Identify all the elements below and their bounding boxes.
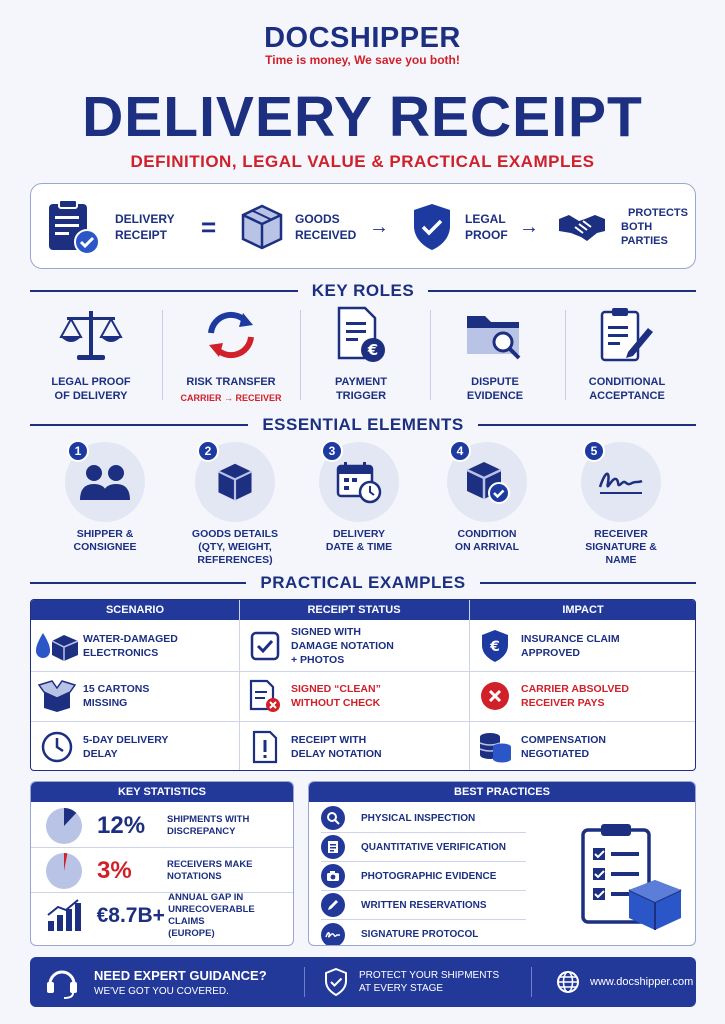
stat-label-line1: ANNUAL GAP IN: [168, 892, 244, 903]
status-line1: SIGNED “CLEAN”: [291, 683, 381, 695]
table-row-impact: [469, 671, 696, 721]
headset-icon: [30, 964, 94, 1000]
equation-protects-line2: BOTH PARTIES: [621, 221, 668, 247]
role-label-line1: DISPUTE: [471, 376, 519, 388]
equation-goods-line2: RECEIVED: [295, 228, 357, 242]
best-practice-item: [321, 862, 526, 891]
role-label-line1: LEGAL PROOF: [51, 376, 131, 388]
element-label-line2: SIGNATURE &: [585, 541, 657, 553]
stat-label-line1: RECEIVERS MAKE: [167, 858, 253, 870]
signature-icon: [596, 467, 646, 497]
role-risk-transfer: [166, 305, 296, 405]
element-number: 3: [321, 440, 343, 462]
footer-banner: [30, 957, 696, 1007]
svg-text:€: €: [367, 341, 379, 359]
element-label-line1: RECEIVER: [594, 528, 648, 540]
invoice-euro-icon: [296, 305, 426, 365]
role-label-line2: TRIGGER: [335, 390, 387, 402]
practical-examples-heading: PRACTICAL EXAMPLES: [30, 573, 696, 593]
globe-icon: [546, 970, 590, 994]
role-label-line2: EVIDENCE: [466, 390, 524, 402]
footer-cta-subtitle: WE'VE GOT YOU COVERED.: [94, 985, 229, 997]
element-label-line2: ON ARRIVAL: [454, 541, 520, 553]
x-circle-icon: [469, 681, 521, 711]
people-icon: [80, 464, 130, 500]
element-number: 4: [449, 440, 471, 462]
footer-cta-title: NEED EXPERT GUIDANCE?: [94, 967, 267, 983]
shield-euro-icon: [469, 629, 521, 663]
best-practices-heading: BEST PRACTICES: [309, 782, 695, 802]
essential-elements-heading: ESSENTIAL ELEMENTS: [30, 415, 696, 435]
role-sublabel: CARRIER → RECEIVER: [180, 393, 282, 403]
shield-check-icon: [411, 184, 453, 270]
stat-value: 12%: [97, 811, 146, 839]
impact-line1: COMPENSATION: [521, 733, 606, 746]
element-label-line2: CONSIGNEE: [73, 541, 137, 553]
status-line1: RECEIPT WITH: [291, 733, 367, 746]
arrow-icon: →: [519, 216, 539, 238]
checkbox-icon: [239, 631, 291, 661]
equation-protects-line1: PROTECTS: [628, 207, 688, 219]
clipboard-checklist-illustration: [577, 822, 687, 937]
table-row-scenario: [31, 620, 239, 671]
scenario-line1: 5-DAY DELIVERY: [83, 733, 169, 746]
table-row-impact: [469, 620, 696, 671]
clipboard-pen-icon: [562, 305, 692, 365]
table-row-status: [239, 620, 469, 671]
impact-line1: CARRIER ABSOLVED: [521, 683, 629, 695]
water-drop-box-icon: [31, 631, 83, 661]
transfer-arrows-icon: [166, 305, 296, 365]
key-roles-heading: KEY ROLES: [30, 281, 696, 301]
camera-icon: [321, 864, 345, 888]
examples-table: [30, 599, 696, 771]
role-dispute-evidence: [430, 305, 560, 403]
impact-line2: RECEIVER PAYS: [521, 697, 605, 709]
best-practice-label: PHYSICAL INSPECTION: [361, 812, 476, 824]
column-header: SCENARIO: [31, 600, 239, 620]
receipt-clipboard-icon: [47, 184, 101, 270]
stat-value: 3%: [97, 856, 132, 884]
scenario-line2: MISSING: [83, 697, 128, 709]
coins-icon: [469, 731, 521, 763]
stat-label-line2: NOTATIONS: [167, 870, 222, 882]
brand-name: DOCSHIPPER: [264, 22, 461, 54]
role-payment-trigger: [296, 305, 426, 403]
element-number: 1: [67, 440, 89, 462]
footer-protect-line1: PROTECT YOUR SHIPMENTS: [359, 970, 500, 981]
checklist-icon: [321, 835, 345, 859]
table-row-scenario: [31, 671, 239, 721]
element-label-line2: (QTY, WEIGHT,: [198, 541, 272, 553]
stat-label-line2: UNRECOVERABLE CLAIMS: [168, 904, 255, 927]
impact-line1: INSURANCE CLAIM: [521, 632, 620, 645]
key-statistics-heading: KEY STATISTICS: [31, 782, 293, 802]
box-check-icon: [463, 459, 511, 505]
table-row-status: [239, 721, 469, 771]
clock-icon: [31, 731, 83, 763]
status-line2: WITHOUT CHECK: [291, 697, 381, 709]
status-line2: DELAY NOTATION: [291, 747, 382, 760]
magnifier-icon: [321, 806, 345, 830]
status-line3: + PHOTOS: [291, 653, 345, 666]
element-label-line1: SHIPPER &: [76, 528, 134, 540]
element-number: 5: [583, 440, 605, 462]
element-shipper-consignee: [40, 442, 170, 554]
stat-label-line3: (EUROPE): [168, 928, 215, 939]
equation-goods-line1: GOODS: [295, 212, 340, 226]
pen-icon: [321, 893, 345, 917]
role-label-line1: RISK TRANSFER: [186, 376, 276, 388]
equation-receipt-line2: RECEIPT: [115, 228, 168, 242]
scenario-line2: ELECTRONICS: [83, 646, 159, 659]
equals-sign: =: [201, 212, 217, 242]
box-icon: [215, 461, 255, 503]
shield-check-icon: [319, 968, 353, 996]
table-row-impact: [469, 721, 696, 771]
logo: [0, 22, 725, 67]
pie-chart-icon: [45, 852, 83, 890]
scenario-line2: DELAY: [83, 747, 118, 760]
arrow-icon: →: [369, 216, 389, 238]
element-label-line3: NAME: [605, 554, 637, 566]
element-label-line1: CONDITION: [457, 528, 517, 540]
definition-equation: [30, 183, 696, 269]
element-label-line1: DELIVERY: [332, 528, 386, 540]
bar-growth-icon: [46, 899, 82, 933]
role-label-line1: PAYMENT: [335, 376, 387, 388]
folder-search-icon: [430, 305, 560, 365]
equation-receipt-line1: DELIVERY: [115, 212, 175, 226]
stat-value: €8.7B+: [96, 904, 165, 927]
open-box-icon: [31, 680, 83, 712]
best-practice-label: PHOTOGRAPHIC EVIDENCE: [361, 870, 497, 882]
role-label-line2: ACCEPTANCE: [589, 390, 665, 402]
stat-row: [31, 804, 293, 848]
column-header: RECEIPT STATUS: [239, 600, 469, 620]
element-number: 2: [197, 440, 219, 462]
column-header: IMPACT: [469, 600, 696, 620]
stat-label-line1: SHIPMENTS WITH: [167, 813, 250, 825]
handshake-icon: [557, 184, 607, 270]
element-goods-details: [170, 442, 300, 567]
scenario-line1: 15 CARTONS: [83, 683, 150, 695]
calendar-clock-icon: [336, 460, 382, 504]
best-practice-item: [321, 804, 526, 833]
element-label-line2: DATE & TIME: [325, 541, 393, 553]
best-practice-label: QUANTITATIVE VERIFICATION: [361, 841, 506, 853]
element-condition-arrival: [422, 442, 552, 554]
signature-icon: [321, 923, 345, 947]
pie-chart-icon: [45, 807, 83, 845]
best-practice-item: [321, 891, 526, 920]
element-label-line1: GOODS DETAILS: [191, 528, 279, 540]
equation-proof-line2: PROOF: [465, 228, 508, 242]
element-receiver-signature: [556, 442, 686, 567]
table-row-status: [239, 671, 469, 721]
stat-label-line2: DISCREPANCY: [167, 825, 236, 837]
best-practice-item: [321, 833, 526, 862]
document-alert-icon: [239, 730, 291, 764]
best-practice-item: [321, 920, 526, 946]
best-practice-label: SIGNATURE PROTOCOL: [361, 929, 479, 940]
role-label-line1: CONDITIONAL: [588, 376, 666, 388]
box-icon: [239, 184, 285, 270]
role-legal-proof: [26, 305, 156, 403]
status-line2: DAMAGE NOTATION: [291, 639, 394, 652]
status-line1: SIGNED WITH: [291, 625, 361, 638]
best-practice-label: WRITTEN RESERVATIONS: [361, 899, 487, 911]
role-conditional-acceptance: [562, 305, 692, 403]
footer-protect-line2: AT EVERY STAGE: [359, 983, 444, 994]
svg-text:€: €: [490, 638, 500, 655]
role-label-line2: OF DELIVERY: [54, 390, 128, 402]
stat-row: [31, 849, 293, 893]
impact-line2: NEGOTIATED: [521, 747, 590, 760]
impact-line2: APPROVED: [521, 646, 580, 659]
document-x-icon: [239, 679, 291, 713]
element-delivery-date: [294, 442, 424, 554]
page-title: DELIVERY RECEIPT: [82, 85, 643, 149]
website-link[interactable]: www.docshipper.com: [590, 976, 694, 988]
tagline: Time is money, We save you both!: [265, 53, 460, 67]
scenario-line1: WATER-DAMAGED: [83, 632, 178, 645]
scale-icon: [26, 305, 156, 365]
table-row-scenario: [31, 721, 239, 771]
best-practices-panel: [308, 781, 696, 946]
stat-row: [31, 894, 293, 938]
key-statistics-panel: [30, 781, 294, 946]
element-label-line3: REFERENCES): [197, 554, 273, 566]
equation-proof-line1: LEGAL: [465, 212, 506, 226]
page-subtitle: DEFINITION, LEGAL VALUE & PRACTICAL EXAMPLES: [130, 152, 595, 171]
